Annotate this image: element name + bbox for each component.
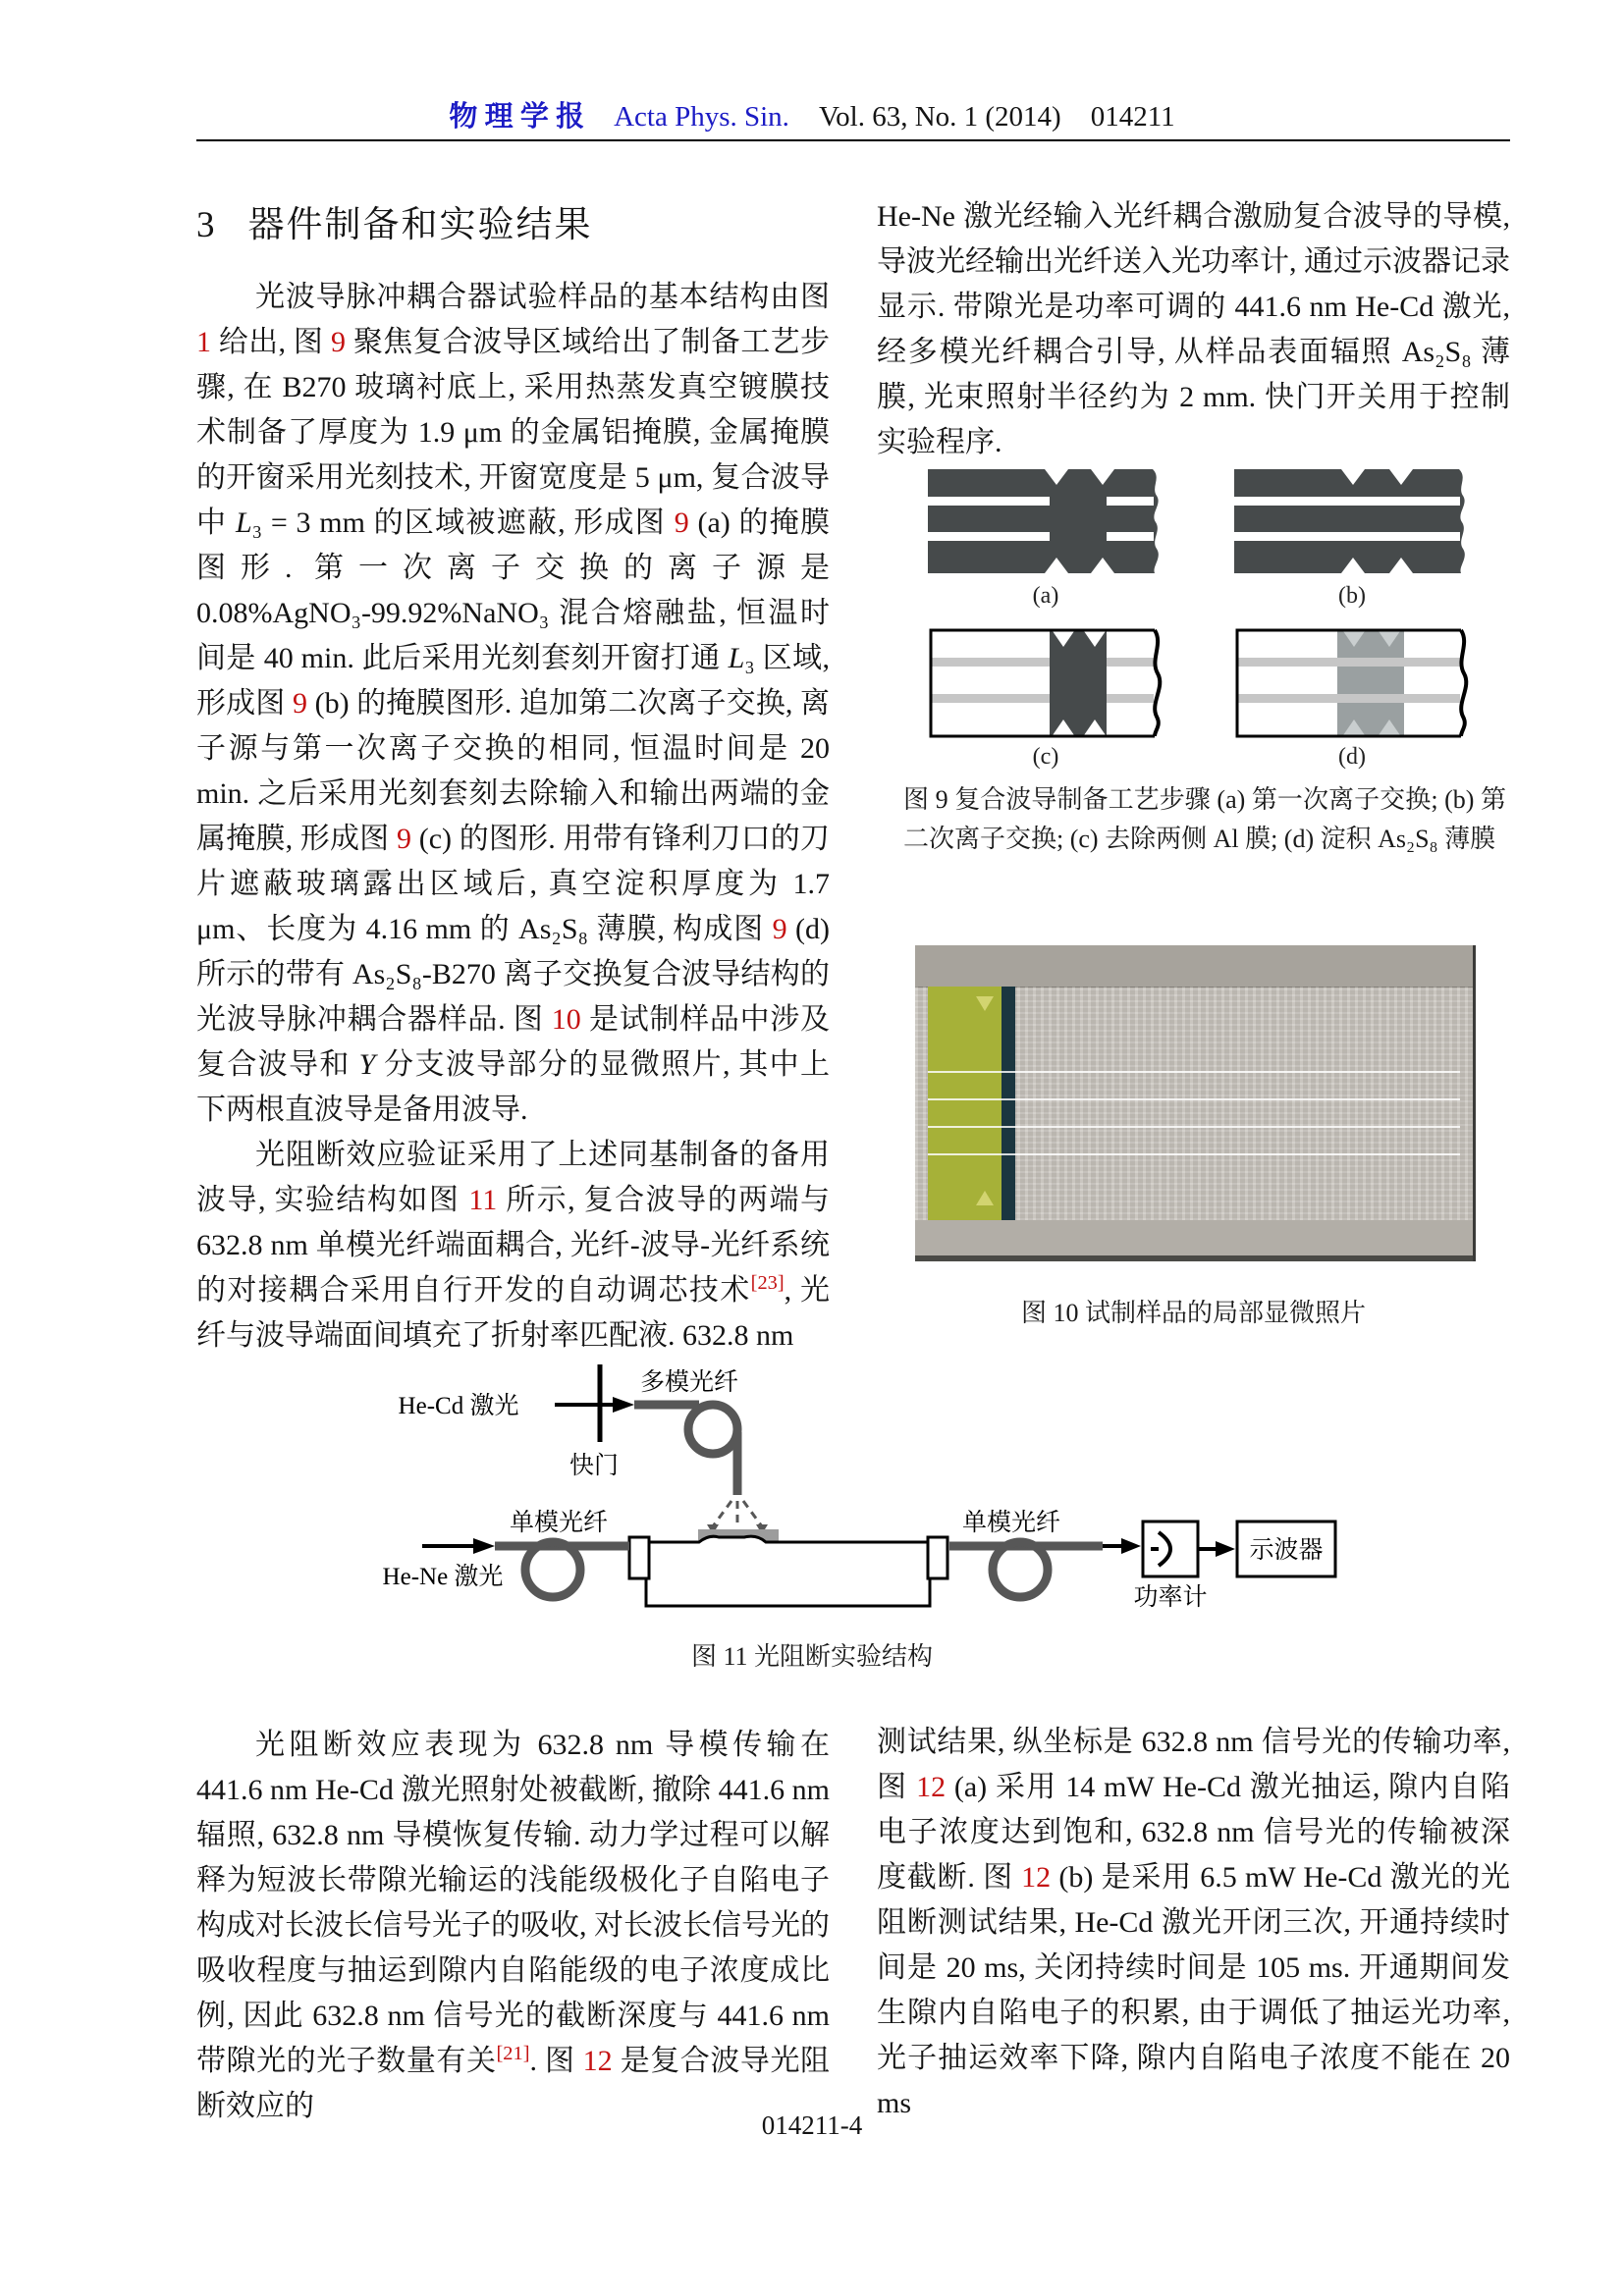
paragraph — [196, 275, 830, 1133]
text-run: 给出, 图 — [211, 326, 332, 358]
figure9-panel-c-label: (c) — [1032, 744, 1059, 770]
text-run: Y — [358, 1048, 376, 1081]
text-run: 聚焦复合波导区域给出了制备工艺步骤, 在 B270 玻璃衬底上, 采用热蒸发真空镀膜技术制备了厚度为 1.9 μm 的金属铝掩膜, 金属掩膜的开窗采用光刻技术, 开窗宽度是 5 μm, 复合波导中 — [196, 326, 831, 539]
figure9 — [877, 469, 1510, 901]
figure-ref-link[interactable]: 1 — [196, 326, 211, 358]
figure-ref-link[interactable]: 12 — [582, 2045, 613, 2077]
arrow-icon — [1121, 1538, 1141, 1554]
multimode-fiber-label: 多模光纤 — [639, 1369, 739, 1396]
figure-ref-link[interactable]: [21] — [496, 2043, 530, 2064]
figure9-panel-b — [1234, 469, 1470, 573]
bottom-left-text — [196, 1723, 830, 2129]
arrow-icon — [613, 1397, 634, 1413]
text-run: (b) 的掩膜图形. 追加第二次离子交换, 离子源与第一次离子交换的相同, 恒温时间是 20 min. 之后采用光刻套刻去除输入和输出两端的金属掩膜, 形成图 — [196, 687, 831, 855]
paragraph — [877, 194, 1510, 465]
oscilloscope-label: 示波器 — [1249, 1537, 1324, 1564]
figure9-panel-a-label: (a) — [1032, 583, 1059, 609]
irradiation-beams — [713, 1501, 762, 1528]
figure-ref-link[interactable]: 11 — [468, 1184, 498, 1216]
journal-title-en: Acta Phys. Sin. — [614, 101, 789, 133]
text-run: 光阻断效应验证采用了上述同基制备的备用波导, 实验结构如图 — [196, 1139, 830, 1216]
text-run: (d) 所示的带有 As₂S₈-B270 离子交换复合波导结构的光波导脉冲耦合器样品. 图 — [196, 913, 831, 1036]
right-column-text — [877, 194, 1510, 465]
text-run: (a) 的掩膜图形. 第一次离子交换的离子源是 0.08%AgNO₃-99.92%NaNO₃ 混合熔融盐, 恒温时间是 40 min. 此后采用光刻套刻开窗打通 — [196, 507, 831, 674]
text-run: ₃ 区域, 形成图 — [196, 642, 830, 720]
text-run: 分支波导部分的显微照片, 其中上下两根直波导是备用波导. — [196, 1048, 831, 1126]
figure-ref-link[interactable]: [23] — [750, 1272, 785, 1294]
waveguide-line — [928, 1126, 1460, 1128]
text-run: 光波导脉冲耦合器试验样品的基本结构由图 — [255, 281, 830, 313]
figure11-caption: 图 11 光阻断实验结构 — [690, 1642, 934, 1671]
waveguide-line — [928, 1098, 1460, 1100]
figure-ref-link[interactable]: 10 — [551, 1003, 581, 1036]
waveguide-line — [928, 1153, 1460, 1155]
photo-bottom-border — [915, 1220, 1473, 1255]
text-run: L — [235, 507, 252, 539]
fiber-coupler-left — [629, 1537, 649, 1578]
text-run: (a) 采用 14 mW He-Cd 激光抽运, 隙内自陷电子浓度达到饱和, 632.8 nm 信号光的传输被深度截断. 图 — [877, 1771, 1511, 1894]
paragraph — [196, 1723, 830, 2129]
page-header — [0, 94, 1624, 134]
paragraph — [196, 1133, 830, 1359]
text-run: L — [728, 642, 745, 674]
figure9-panel-c — [928, 628, 1164, 738]
figure9-panel-a — [928, 469, 1164, 573]
text-run: 所示, 复合波导的两端与 632.8 nm 单模光纤端面耦合, 光纤-波导-光纤系统的对接耦合采用自行开发的自动调芯技术 — [196, 1184, 831, 1307]
waveguide-chip — [646, 1536, 930, 1606]
header-rule — [196, 139, 1510, 141]
bottom-right-text — [877, 1720, 1510, 2126]
left-column-text — [196, 275, 830, 1359]
waveguide-line — [928, 1071, 1460, 1073]
text-run: He-Ne 激光经输入光纤耦合激励复合波导的导模, 导波光经输出光纤送入光功率计, 通过示波器记录显示. 带隙光是功率可调的 441.6 nm He-Cd 激光, 经多模光纤耦合引导, 从样品表面辐照 As₂S₈ 薄膜, 光束照射半径约为 2 mm. 快门开关用于控制实验程序. — [877, 200, 1510, 458]
hene-laser-label: He-Ne 激光 — [382, 1564, 504, 1590]
shutter-label: 快门 — [568, 1453, 620, 1479]
section-heading — [196, 194, 830, 247]
figure-ref-link[interactable]: 9 — [331, 326, 347, 358]
text-run: 是试制样品中涉及复合波导和 — [196, 1003, 831, 1081]
section-number: 3 — [196, 205, 215, 245]
figure-ref-link[interactable]: 9 — [292, 687, 307, 720]
fiber-coupler-right — [928, 1537, 947, 1578]
paragraph — [877, 1720, 1510, 2126]
singlemode-fiber-right-label: 单模光纤 — [961, 1510, 1061, 1536]
photo-top-border — [915, 945, 1473, 988]
power-meter-label: 功率计 — [1133, 1584, 1208, 1611]
figure9-panel-d-label: (d) — [1338, 744, 1366, 770]
text-run: ₃ = 3 mm 的区域被遮蔽, 形成图 — [251, 507, 675, 539]
text-run: (b) 是采用 6.5 mW He-Cd 激光的光阻断测试结果, He-Cd 激光开闭三次, 开通持续时间是 20 ms, 关闭持续时间是 105 ms. 开通期间发生隙内自陷电子的积累, 由于调低了抽运光功率, 光子抽运效率下降, 隙内自陷电子浓度不能在 20 ms — [877, 1861, 1510, 2119]
page-footer: 014211-4 — [761, 2110, 863, 2140]
photo-bottom-edge — [915, 1255, 1473, 1261]
figure-ref-link[interactable]: 12 — [916, 1771, 947, 1803]
figure10-photo — [915, 945, 1476, 1261]
journal-title-cn: 物 理 学 报 — [449, 101, 585, 133]
hecd-laser-label: He-Cd 激光 — [398, 1393, 519, 1419]
alignment-mark-top — [976, 996, 994, 1011]
singlemode-fiber-left-label: 单模光纤 — [509, 1510, 609, 1536]
arrow-icon — [1216, 1541, 1235, 1557]
figure11-diagram — [324, 1358, 1355, 1652]
arrow-icon — [473, 1538, 495, 1554]
figure9-caption — [903, 780, 1506, 859]
text-run: 光阻断效应表现为 632.8 nm 导模传输在 441.6 nm He-Cd 激光照射处被截断, 撤除 441.6 nm 辐照, 632.8 nm 导模恢复传输. 动力学过程可以解释为短波长带隙光输运的浅能级极化子自陷电子构成对长波长信号光子的吸收, 对长波长信号光的吸收程度与抽运到隙内自陷能级的电子浓度成比例, 因此 632.8 nm 信号光的截断深度与 441.6 nm 带隙光的光子数量有关 — [196, 1729, 830, 2077]
figure9-panel-b-label: (b) — [1338, 583, 1366, 609]
figure9-panel-d — [1234, 628, 1470, 738]
article-number: 014211 — [1090, 101, 1175, 133]
text-run: (c) 的图形. 用带有锋利刀口的刀片遮蔽玻璃露出区域后, 真空淀积厚度为 1.7 μm、长度为 4.16 mm 的 As₂S₈ 薄膜, 构成图 — [196, 823, 831, 945]
text-run: . 图 — [529, 2045, 583, 2077]
text-run: 图 9 复合波导制备工艺步骤 (a) 第一次离子交换; (b) 第二次离子交换; (c) 去除两侧 Al 膜; (d) 淀积 As₂S₈ 薄膜 — [903, 785, 1506, 853]
alignment-mark-bottom — [976, 1191, 994, 1205]
text-run: , 光纤与波导端面间填充了折射率匹配液. 632.8 nm — [196, 1274, 831, 1352]
photo-green-region — [928, 987, 1001, 1220]
figure-ref-link[interactable]: 9 — [397, 823, 412, 855]
figure10-caption: 图 10 试制样品的局部显微照片 — [1020, 1299, 1366, 1327]
figure-ref-link[interactable]: 12 — [1021, 1861, 1052, 1894]
photo-dark-stripe — [1001, 987, 1015, 1220]
section-title: 器件制备和实验结果 — [247, 205, 593, 245]
volume-info: Vol. 63, No. 1 (2014) — [818, 101, 1061, 133]
text-run: 测试结果, 纵坐标是 632.8 nm 信号光的传输功率, 图 — [877, 1726, 1510, 1803]
text-run: 是复合波导光阻断效应的 — [196, 2045, 831, 2122]
figure-ref-link[interactable]: 9 — [674, 507, 689, 539]
figure-ref-link[interactable]: 9 — [772, 913, 787, 945]
